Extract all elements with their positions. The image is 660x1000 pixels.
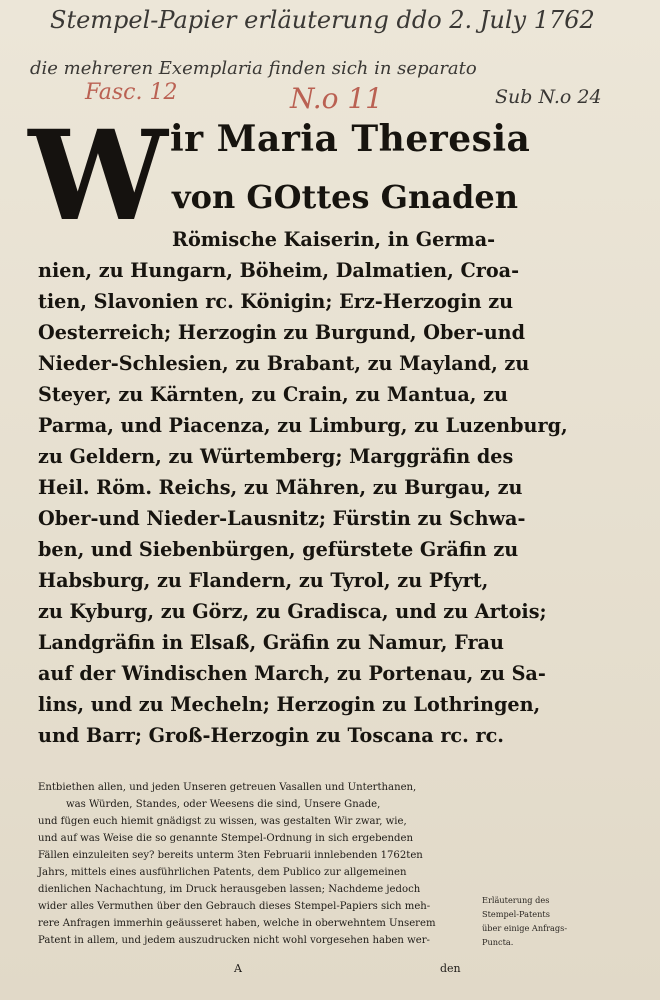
title-line: tien, Slavonien rc. Königin; Erz-Herzogin zu [38, 290, 514, 313]
title-line: und Barr; Groß-Herzogin zu Toscana rc. rc. [38, 724, 504, 747]
red-archive-mark-fasc: Fasc. 12 [85, 80, 178, 105]
handwritten-note-line-1: Stempel-Papier erläuterung ddo 2. July 1762 [50, 6, 595, 34]
decorated-initial: W [28, 104, 168, 249]
body-line: dienlichen Nachachtung, im Druck herausgeben lassen; Nachdeme jedoch [38, 884, 421, 895]
red-archive-mark-number: N.o 11 [290, 82, 383, 115]
body-line: Fällen einzuleiten sey? bereits unterm 3ten Februarii innlebenden 1762ten [38, 850, 423, 861]
title-line: nien, zu Hungarn, Böheim, Dalmatien, Croa- [38, 259, 520, 282]
margin-note [482, 893, 592, 949]
title-line: Oesterreich; Herzogin zu Burgund, Ober-und [38, 321, 526, 344]
body-line: wider alles Vermuthen über den Gebrauch dieses Stempel-Papiers sich meh- [38, 901, 431, 912]
title-line: Steyer, zu Kärnten, zu Crain, zu Mantua, zu [38, 383, 508, 406]
title-line: lins, und zu Mecheln; Herzogin zu Lothringen, [38, 693, 541, 716]
title-line: Parma, und Piacenza, zu Limburg, zu Luzenburg, [38, 414, 568, 437]
body-line: und fügen euch hiemit gnädigst zu wissen, was gestalten Wir zwar, wie, [38, 816, 407, 827]
catchword: den [440, 962, 461, 975]
signature-mark: A [234, 962, 242, 975]
body-line: Jahrs, mittels eines ausführlichen Patents, dem Publico zur allgemeinen [38, 867, 407, 878]
title-line: Habsburg, zu Flandern, zu Tyrol, zu Pfyrt, [38, 569, 489, 592]
margin-note-line: über einige Anfrags- [482, 923, 568, 933]
margin-note-line: Puncta. [482, 937, 514, 947]
title-line: Landgräfin in Elsaß, Gräfin zu Namur, Frau [38, 631, 504, 654]
title-line: Römische Kaiserin, in Germa- [172, 228, 496, 251]
title-line: zu Geldern, zu Würtemberg; Marggräfin des [38, 445, 514, 468]
title-line: Ober-und Nieder-Lausnitz; Fürstin zu Schwa- [38, 507, 526, 530]
title-line: zu Kyburg, zu Görz, zu Gradisca, und zu Artois; [38, 600, 547, 623]
body-line: Entbiethen allen, und jeden Unseren getreuen Vasallen und Unterthanen, [38, 782, 417, 793]
heading-line-2: von GOttes Gnaden [172, 178, 518, 216]
title-line: Nieder-Schlesien, zu Brabant, zu Mayland, zu [38, 352, 530, 375]
body-line: und auf was Weise die so genannte Stempel-Ordnung in sich ergebenden [38, 833, 413, 844]
body-line: was Würden, Standes, oder Weesens die sind, Unsere Gnade, [66, 799, 381, 810]
body-line: rere Anfragen immerhin geäusseret haben, welche in oberwehntem Unserem [38, 918, 436, 929]
title-line: ben, und Siebenbürgen, gefürstete Gräfin zu [38, 538, 519, 561]
title-line: Heil. Röm. Reichs, zu Mähren, zu Burgau, zu [38, 476, 523, 499]
margin-note-line: Erläuterung des [482, 895, 550, 905]
margin-note-line: Stempel-Patents [482, 909, 550, 919]
handwritten-note-line-3: Sub N.o 24 [495, 86, 602, 108]
title-line: auf der Windischen March, zu Portenau, zu Sa- [38, 662, 546, 685]
handwritten-note-line-2: die mehreren Exemplaria finden sich in separato [30, 58, 477, 79]
body-line: Patent in allem, und jedem auszudrucken nicht wohl vorgesehen haben wer- [38, 935, 430, 946]
heading-line-1: ir Maria Theresia [170, 118, 531, 160]
